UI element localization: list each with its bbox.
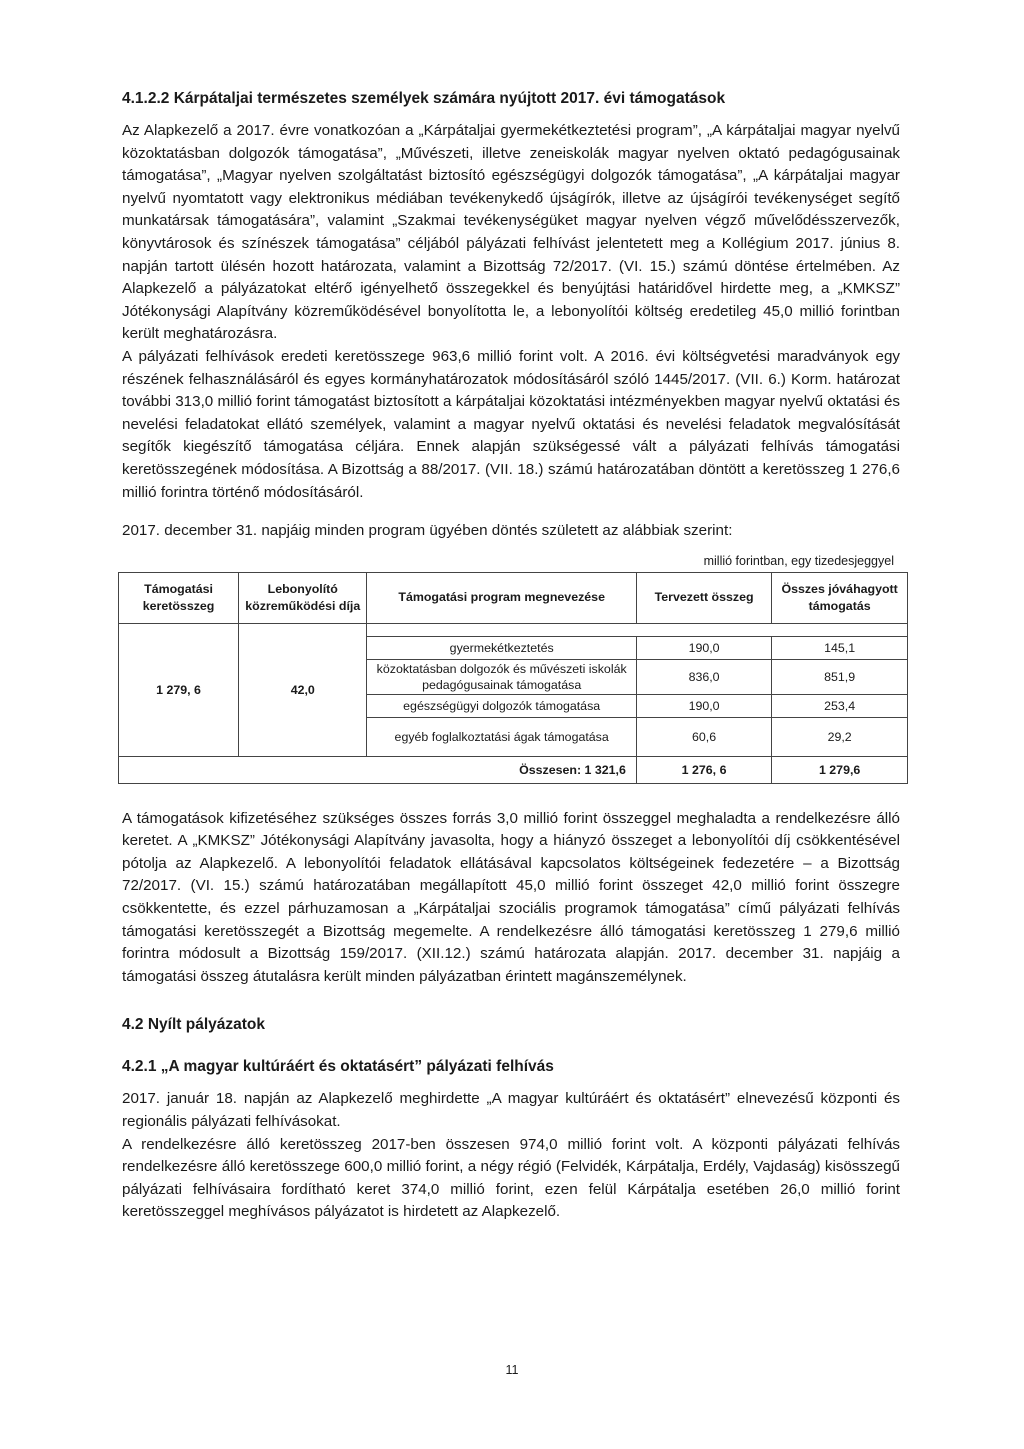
cell-jovahagyott: 145,1: [772, 636, 908, 659]
section3-heading: 4.2.1 „A magyar kultúráért és oktatásért” pályázati felhívás: [122, 1058, 554, 1076]
cell-keretosszeg: 1 279, 6: [119, 623, 239, 756]
paragraph-budget: A pályázati felhívások eredeti keretösszege 963,6 millió forint volt. A 2016. évi költségvetési maradványok egy részének felhasználásáról és egyes kormányhatározatok módosításáról szóló 1445/2017. (VII. 6.) Korm. határozat további 313,0 millió forint támogatást biztosított a kárpátaljai közoktatási intézményekben magyar nyelvű oktatási és nevelési feladatokat ellátó személyek, valamint a magyar nyelvű oktatási és nevelési feladatok megvalósítását segítők kiegészítő támogatása céljára. Ennek alapján szükségessé vált a pályázati felhívás támogatási keretösszegének módosítása. A Bizottság a 88/2017. (VII. 18.) számú határozatában döntött a keretösszeg 1 276,6 millió forintra történő módosításáról.: [122, 347, 900, 501]
cell-total-label: Összesen: 1 321,6: [119, 756, 637, 783]
paragraph-decision: 2017. december 31. napjáig minden program ügyében döntés született az alábbiak szerint:: [122, 522, 733, 540]
spacer-cell: [367, 623, 908, 636]
section2-heading: 4.2 Nyílt pályázatok: [122, 1016, 266, 1034]
table-total-row: [119, 756, 908, 783]
cell-jovahagyott: 29,2: [772, 717, 908, 756]
table-spacer-row: [119, 623, 908, 636]
section-heading: 4.1.2.2 Kárpátaljai természetes személyek számára nyújtott 2017. évi támogatások: [122, 90, 726, 107]
paragraph-funding: A támogatások kifizetéséhez szükséges összes forrás 3,0 millió forint összeggel meghaladta a rendelkezésre álló keretet. A „KMKSZ” Jótékonysági Alapítvány javasolta, hogy a hiányzó összeget a lebonyolítói díj csökkentésével pótolja az Alapkezelő. A lebonyolítói feladatok ellátásával kapcsolatos költségeinek fedezetére – a Bizottság 72/2017. (VI. 15.) számú határozatában megállapított 45,0 millió forint összeget 42,0 millió forint összegre csökkentette, és ezzel párhuzamosan a „Kárpátaljai szociális programok támogatása” című pályázati felhívás támogatási keretösszegét a Bizottság megemelte. A rendelkezésre álló támogatási keretösszeg 1 279,6 millió forintra módosult a Bizottság 159/2017. (XII.12.) számú határozata alapján. 2017. december 31. napjáig a támogatási összeg átutalásra került minden pályázatban érintett magánszemélynek.: [122, 809, 900, 985]
cell-total-jovahagyott: 1 279,6: [772, 756, 908, 783]
paragraph-intro: Az Alapkezelő a 2017. évre vonatkozóan a „Kárpátaljai gyermekétkeztetési program”, „A kárpátaljai magyar nyelvű közoktatásban dolgozók támogatása”, „Művészeti, illetve zeneiskolák magyar nyelven oktató pedagógusainak támogatása”, „Magyar nyelven szolgáltatást biztosító egészségügyi dolgozók támogatása”, „A kárpátaljai magyar nyelvű nyomtatott vagy elektronikus médiában tevékenykedő újságírók, illetve az újságírói tevékenységet segítő munkatársak támogatására”, valamint „Szakmai tevékenységüket magyar nyelven végző művelődésszervezők, könyvtárosok és színészek támogatása” céljából pályázati felhívást jelentetett meg a Kollégium 2017. június 8. napján tartott ülésén hozott határozata, valamint a Bizottság 72/2017. (VI. 15.) számú döntése értelmében. Az Alapkezelő a pályázatokat eltérő igényelhető összegekkel és benyújtási határidővel hirdette meg, a „KMKSZ” Jótékonysági Alapítvány közreműködésével bonyolította le, a lebonyolítói költség eredetileg 45,0 millió forintban került meghatározásra.: [122, 122, 900, 343]
header-jovahagyott: Összes jóváhagyott támogatás: [772, 572, 908, 623]
header-keretosszeg: Támogatási keretösszeg: [119, 572, 239, 623]
paragraph-announcement: 2017. január 18. napján az Alapkezelő meghirdette „A magyar kultúráért és oktatásért” elnevezésű központi és regionális pályázati felhívásokat.: [122, 1090, 900, 1131]
cell-tervezett: 190,0: [636, 694, 771, 717]
document-page: [122, 82, 900, 1224]
cell-jovahagyott: 253,4: [772, 694, 908, 717]
header-kozremukodesi-dij: Lebonyolító közreműködési díja: [239, 572, 367, 623]
cell-program: egészségügyi dolgozók támogatása: [367, 694, 636, 717]
page-number: 11: [505, 1363, 519, 1377]
support-table: [118, 572, 908, 784]
table-header-row: [119, 572, 908, 623]
cell-tervezett: 60,6: [636, 717, 771, 756]
header-tervezett: Tervezett összeg: [636, 572, 771, 623]
cell-total-tervezett: 1 276, 6: [636, 756, 771, 783]
cell-kozremukodesi-dij: 42,0: [239, 623, 367, 756]
table-unit-note: millió forintban, egy tizedesjeggyel: [703, 553, 894, 568]
header-program: Támogatási program megnevezése: [367, 572, 636, 623]
cell-tervezett: 836,0: [636, 659, 771, 694]
paragraph-allocation: A rendelkezésre álló keretösszeg 2017-ben összesen 974,0 millió forint volt. A központi pályázati felhívás rendelkezésre álló keretösszege 600,0 millió forint, a négy régió (Felvidék, Kárpátalja, Erdély, Vajdaság) kisösszegű pályázati felhívásaira fordítható keret 374,0 millió forint, ezen felül Kárpátalja esetében 26,0 millió forint keretösszeggel meghívásos pályázatot is hirdetett az Alapkezelő.: [122, 1135, 900, 1221]
cell-program: egyéb foglalkoztatási ágak támogatása: [367, 717, 636, 756]
cell-tervezett: 190,0: [636, 636, 771, 659]
cell-jovahagyott: 851,9: [772, 659, 908, 694]
cell-program: közoktatásban dolgozók és művészeti iskolák pedagógusainak támogatása: [367, 659, 636, 694]
cell-program: gyermekétkeztetés: [367, 636, 636, 659]
